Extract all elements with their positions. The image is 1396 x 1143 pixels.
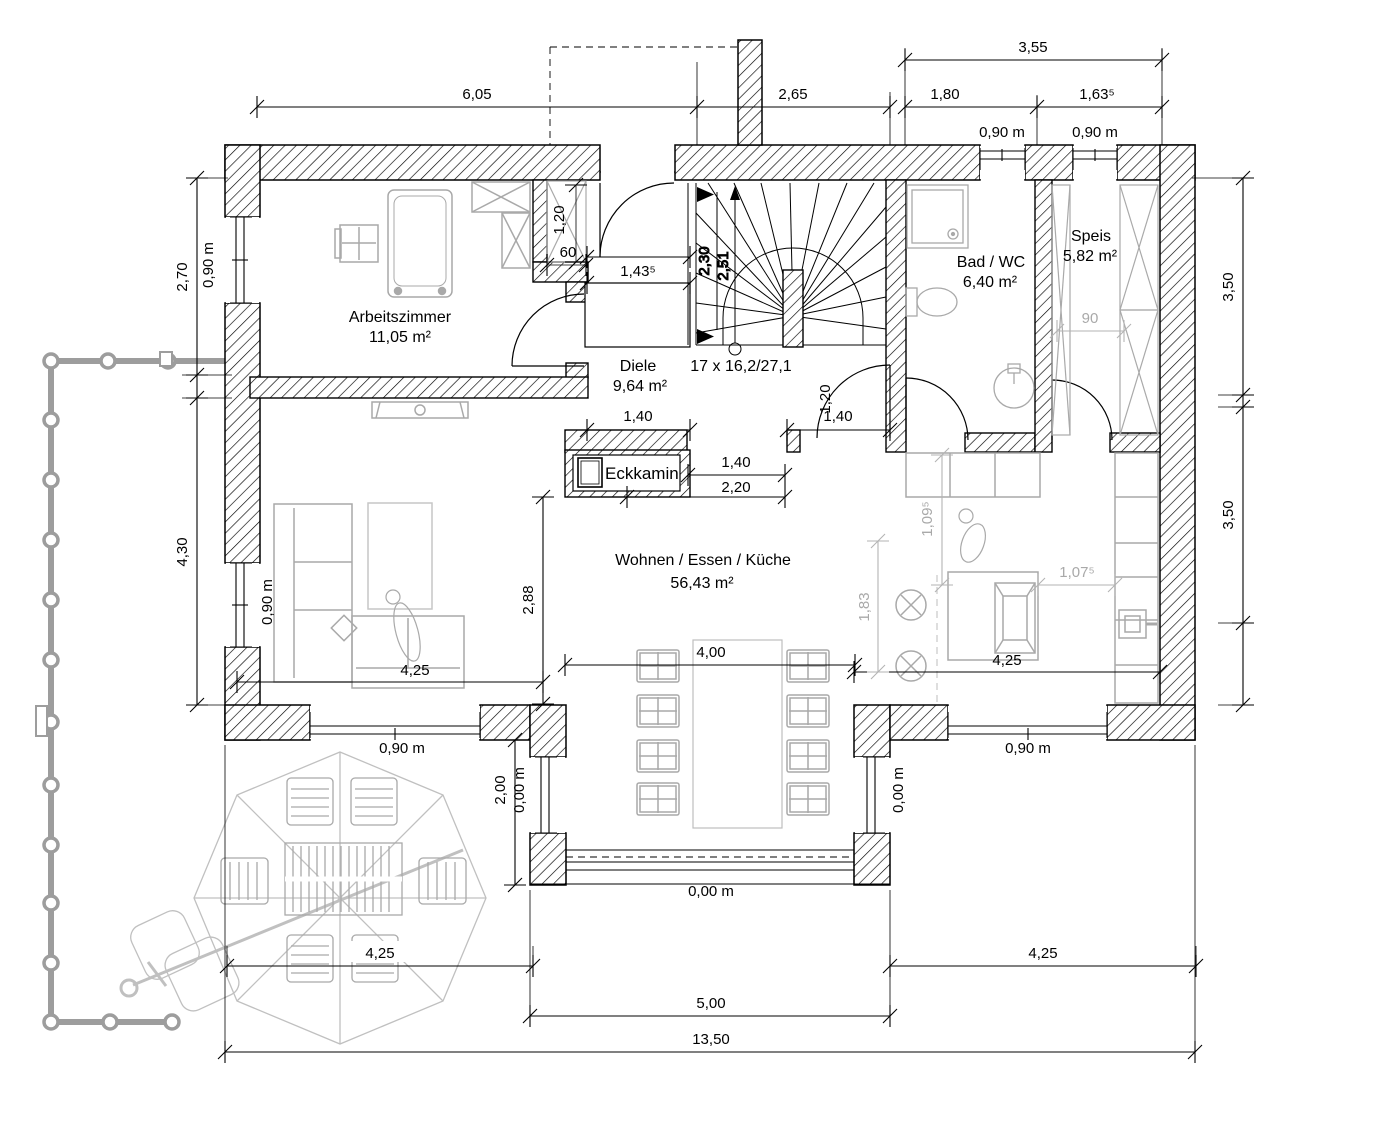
dim-kitchen-1075: 1,07⁵ — [1059, 564, 1095, 581]
parasol-icon — [121, 752, 486, 1044]
living-room-furniture — [274, 402, 468, 688]
dim-right-350b: 3,50 — [1220, 500, 1237, 530]
dim-right-425: 4,25 — [1028, 945, 1058, 962]
dim-top-265: 2,65 — [778, 86, 808, 103]
room-wohnen-area: 56,43 m² — [670, 575, 734, 592]
dim-bottom-1350: 13,50 — [692, 1031, 730, 1048]
dim-right-350a: 3,50 — [1220, 272, 1237, 302]
sill-bad-top: 0,90 m — [979, 124, 1025, 141]
dim-top-605: 6,05 — [462, 86, 492, 103]
dim-table-400: 4,00 — [696, 644, 726, 661]
dim-diele-left: 1,40 — [623, 408, 653, 425]
sill-bay-front: 0,00 m — [688, 883, 734, 900]
dim-left-270: 2,70 — [174, 262, 191, 292]
dim-wohnen-288: 2,88 — [520, 585, 537, 615]
dim-speis-90: 90 — [1081, 310, 1099, 327]
window-arbeitszimmer-left — [226, 217, 259, 303]
dim-top-355: 3,55 — [1018, 39, 1048, 56]
dim-bottom-500: 5,00 — [696, 995, 726, 1012]
dining-table — [693, 640, 782, 828]
sink-icon — [1119, 610, 1157, 638]
dim-closet-60: 60 — [559, 244, 577, 261]
window-kueche-bottom — [948, 706, 1107, 740]
wardrobe — [502, 213, 530, 268]
window-bay-left — [531, 757, 565, 833]
kitchen — [896, 453, 1158, 703]
plant-icon — [896, 651, 926, 681]
desk-chair — [335, 225, 378, 262]
window-speis-top — [1073, 146, 1117, 179]
window-bay-front — [530, 850, 890, 884]
sill-bottom-left: 0,90 m — [379, 740, 425, 757]
dim-bay-200: 2,00 — [492, 775, 509, 805]
room-bad-name: Bad / WC — [956, 254, 1026, 271]
dim-kamin-140: 1,40 — [721, 454, 751, 471]
room-diele-name: Diele — [619, 358, 657, 375]
exterior-walls — [225, 40, 1195, 885]
window-bad-top — [980, 146, 1025, 179]
dim-closet-120: 1,20 — [551, 205, 568, 235]
tv-sideboard — [372, 402, 468, 418]
bad-fixtures — [906, 185, 1034, 408]
washbasin-icon — [994, 364, 1034, 408]
room-diele-area: 9,64 m² — [612, 378, 668, 395]
sill-speis-top: 0,90 m — [1072, 124, 1118, 141]
sill-bay-left: 0,00 m — [511, 767, 528, 813]
window-wohnen-left — [226, 563, 259, 647]
entrance-opening — [601, 146, 674, 179]
person-icon — [956, 509, 990, 566]
speis-shelves — [1052, 185, 1158, 435]
window-bay-right — [855, 757, 889, 833]
dim-entry: 1,43⁵ — [620, 263, 656, 280]
stair-dim-230: 2,30 — [696, 246, 713, 276]
dim-terrace-425: 4,25 — [365, 945, 395, 962]
room-arbeitszimmer-area: 11,05 m² — [369, 329, 431, 346]
entry-mat — [585, 283, 690, 347]
room-bad-area: 6,40 m² — [962, 274, 1018, 291]
dining-set — [637, 640, 829, 828]
rug — [368, 503, 432, 609]
window-wohnen-bottom — [310, 706, 480, 740]
sofa — [274, 504, 464, 688]
garden-gate — [36, 706, 47, 736]
stair-newel — [783, 270, 803, 347]
dim-diele-right: 1,40 — [823, 408, 853, 425]
sill-bottom-right: 0,90 m — [1005, 740, 1051, 757]
dim-kamin-220: 2,20 — [721, 479, 751, 496]
speis-door — [1052, 380, 1112, 440]
stair-dim-251: 2,51 — [715, 251, 732, 281]
terrace-furniture — [121, 752, 486, 1044]
sill-left-bottom: 0,90 m — [259, 579, 276, 625]
room-speis-name: Speis — [1070, 228, 1112, 245]
room-labels — [349, 228, 1118, 592]
arbeitszimmer-door — [512, 294, 584, 366]
room-arbeitszimmer-name: Arbeitszimmer — [348, 309, 452, 326]
toilet-icon — [906, 288, 957, 316]
wardrobe — [472, 182, 530, 212]
sill-bay-right: 0,00 m — [890, 767, 907, 813]
dim-wohnen-425: 4,25 — [400, 662, 430, 679]
chimney — [738, 40, 762, 145]
dim-kueche-425: 4,25 — [992, 652, 1022, 669]
stair-label: 17 x 16,2/27,1 — [690, 358, 792, 375]
arbeitszimmer-furniture — [335, 182, 530, 297]
stove-island — [948, 572, 1038, 660]
dim-door-120: 1,20 — [817, 384, 834, 414]
dim-kitchen-1095: 1,09⁵ — [919, 501, 936, 537]
sill-left-top: 0,90 m — [200, 242, 217, 288]
room-wohnen-name: Wohnen / Essen / Küche — [615, 552, 791, 569]
dim-kitchen-183: 1,83 — [856, 592, 873, 622]
bad-door — [906, 378, 968, 440]
room-speis-area: 5,82 m² — [1062, 248, 1118, 265]
dim-top-180: 1,80 — [930, 86, 960, 103]
fireplace-label: Eckkamin — [605, 464, 679, 483]
dim-top-1635: 1,63⁵ — [1079, 86, 1115, 103]
entrance-door — [600, 183, 674, 257]
dim-left-430: 4,30 — [174, 537, 191, 567]
person-icon — [386, 590, 425, 664]
plant-icon — [896, 590, 926, 620]
